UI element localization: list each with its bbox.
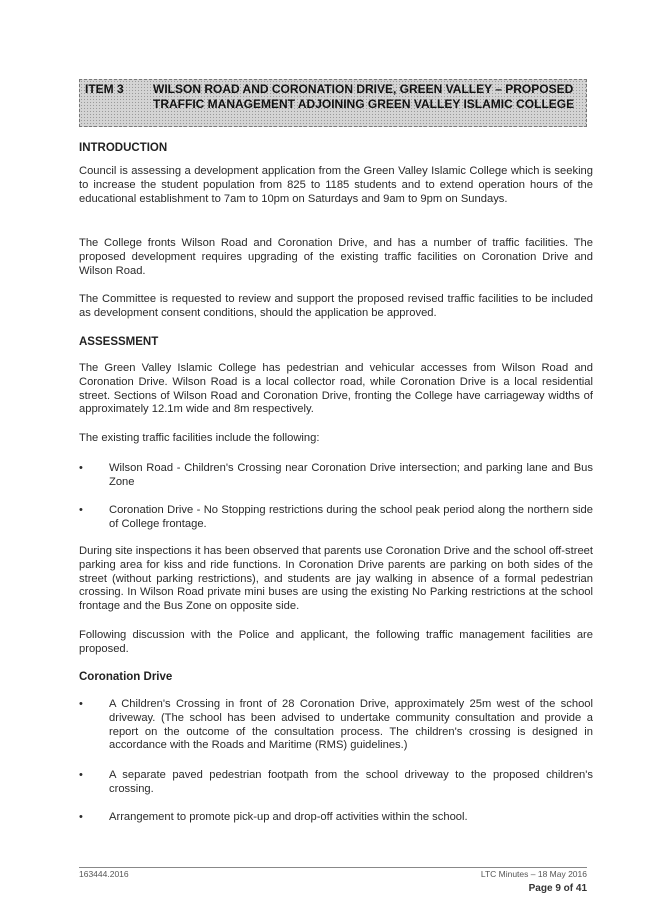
bullet-icon: •: [79, 462, 83, 474]
assessment-heading: ASSESSMENT: [79, 336, 159, 348]
item-number: ITEM 3: [85, 82, 124, 96]
list-item-text: A separate paved pedestrian footpath from the school driveway to the proposed children's crossing.: [109, 769, 593, 795]
assessment-paragraph-2: The existing traffic facilities include the following:: [79, 432, 320, 444]
bullet-icon: •: [79, 698, 83, 710]
item-header-box: [79, 79, 587, 127]
list-item-text: A Children's Crossing in front of 28 Coronation Drive, approximately 25m west of the school driveway. (The school has been advised to undertake community consultation and provide a report on the outcome of the consultation process. The children's crossing is designed in accordance with the Roads and Maritime (RMS) guidelines.): [109, 698, 593, 752]
coronation-drive-heading: Coronation Drive: [79, 671, 173, 683]
introduction-heading: INTRODUCTION: [79, 142, 168, 154]
bullet-icon: •: [79, 811, 83, 823]
list-item-text: Arrangement to promote pick-up and drop-off activities within the school.: [109, 811, 468, 823]
footer-minutes-label: LTC Minutes – 18 May 2016: [480, 869, 587, 879]
document-reference: 163444.2016: [79, 869, 129, 879]
assessment-paragraph-1: The Green Valley Islamic College has pedestrian and vehicular accesses from Wilson Road and Coronation Drive. Wilson Road is a local collector road, while Coronation Drive is a local residential street. Sections of Wilson Road and Coronation Drive, fronting the College have carriageway widths of approximately 12.1m wide and 8m respectively.: [79, 362, 593, 416]
list-item-text: Coronation Drive - No Stopping restrictions during the school peak period along the northern side of College frontage.: [109, 504, 593, 530]
list-item-text: Wilson Road - Children's Crossing near Coronation Drive intersection; and parking lane and Bus Zone: [109, 462, 593, 488]
bullet-icon: •: [79, 504, 83, 516]
item-title: WILSON ROAD AND CORONATION DRIVE, GREEN VALLEY – PROPOSED TRAFFIC MANAGEMENT ADJOINING GREEN VALLEY ISLAMIC COLLEGE: [153, 82, 575, 111]
introduction-paragraph-2: The College fronts Wilson Road and Coronation Drive, and has a number of traffic facilities. The proposed development requires upgrading of the existing traffic facilities on Coronation Drive and Wilson Road.: [79, 237, 593, 277]
assessment-paragraph-4: Following discussion with the Police and applicant, the following traffic management facilities are proposed.: [79, 629, 593, 655]
assessment-paragraph-3: During site inspections it has been observed that parents use Coronation Drive and the school off-street parking area for kiss and ride functions. In Coronation Drive parents are parking on both sides of the street (without parking restrictions), and students are jay walking in absence of a formal pedestrian crossing. In Wilson Road private mini buses are using the existing No Parking restrictions at the school frontage and the Bus Zone on opposite side.: [79, 545, 593, 613]
bullet-icon: •: [79, 769, 83, 781]
page-number: Page 9 of 41: [528, 883, 587, 894]
introduction-paragraph-3: The Committee is requested to review and support the proposed revised traffic facilities to be included as development consent conditions, should the application be approved.: [79, 293, 593, 319]
footer-divider: [79, 867, 587, 868]
introduction-paragraph-1: Council is assessing a development application from the Green Valley Islamic College which is seeking to increase the student population from 825 to 1185 students and to extend operation hours of the educational establishment to 7am to 10pm on Saturdays and 9am to 9pm on Sundays.: [79, 165, 593, 205]
